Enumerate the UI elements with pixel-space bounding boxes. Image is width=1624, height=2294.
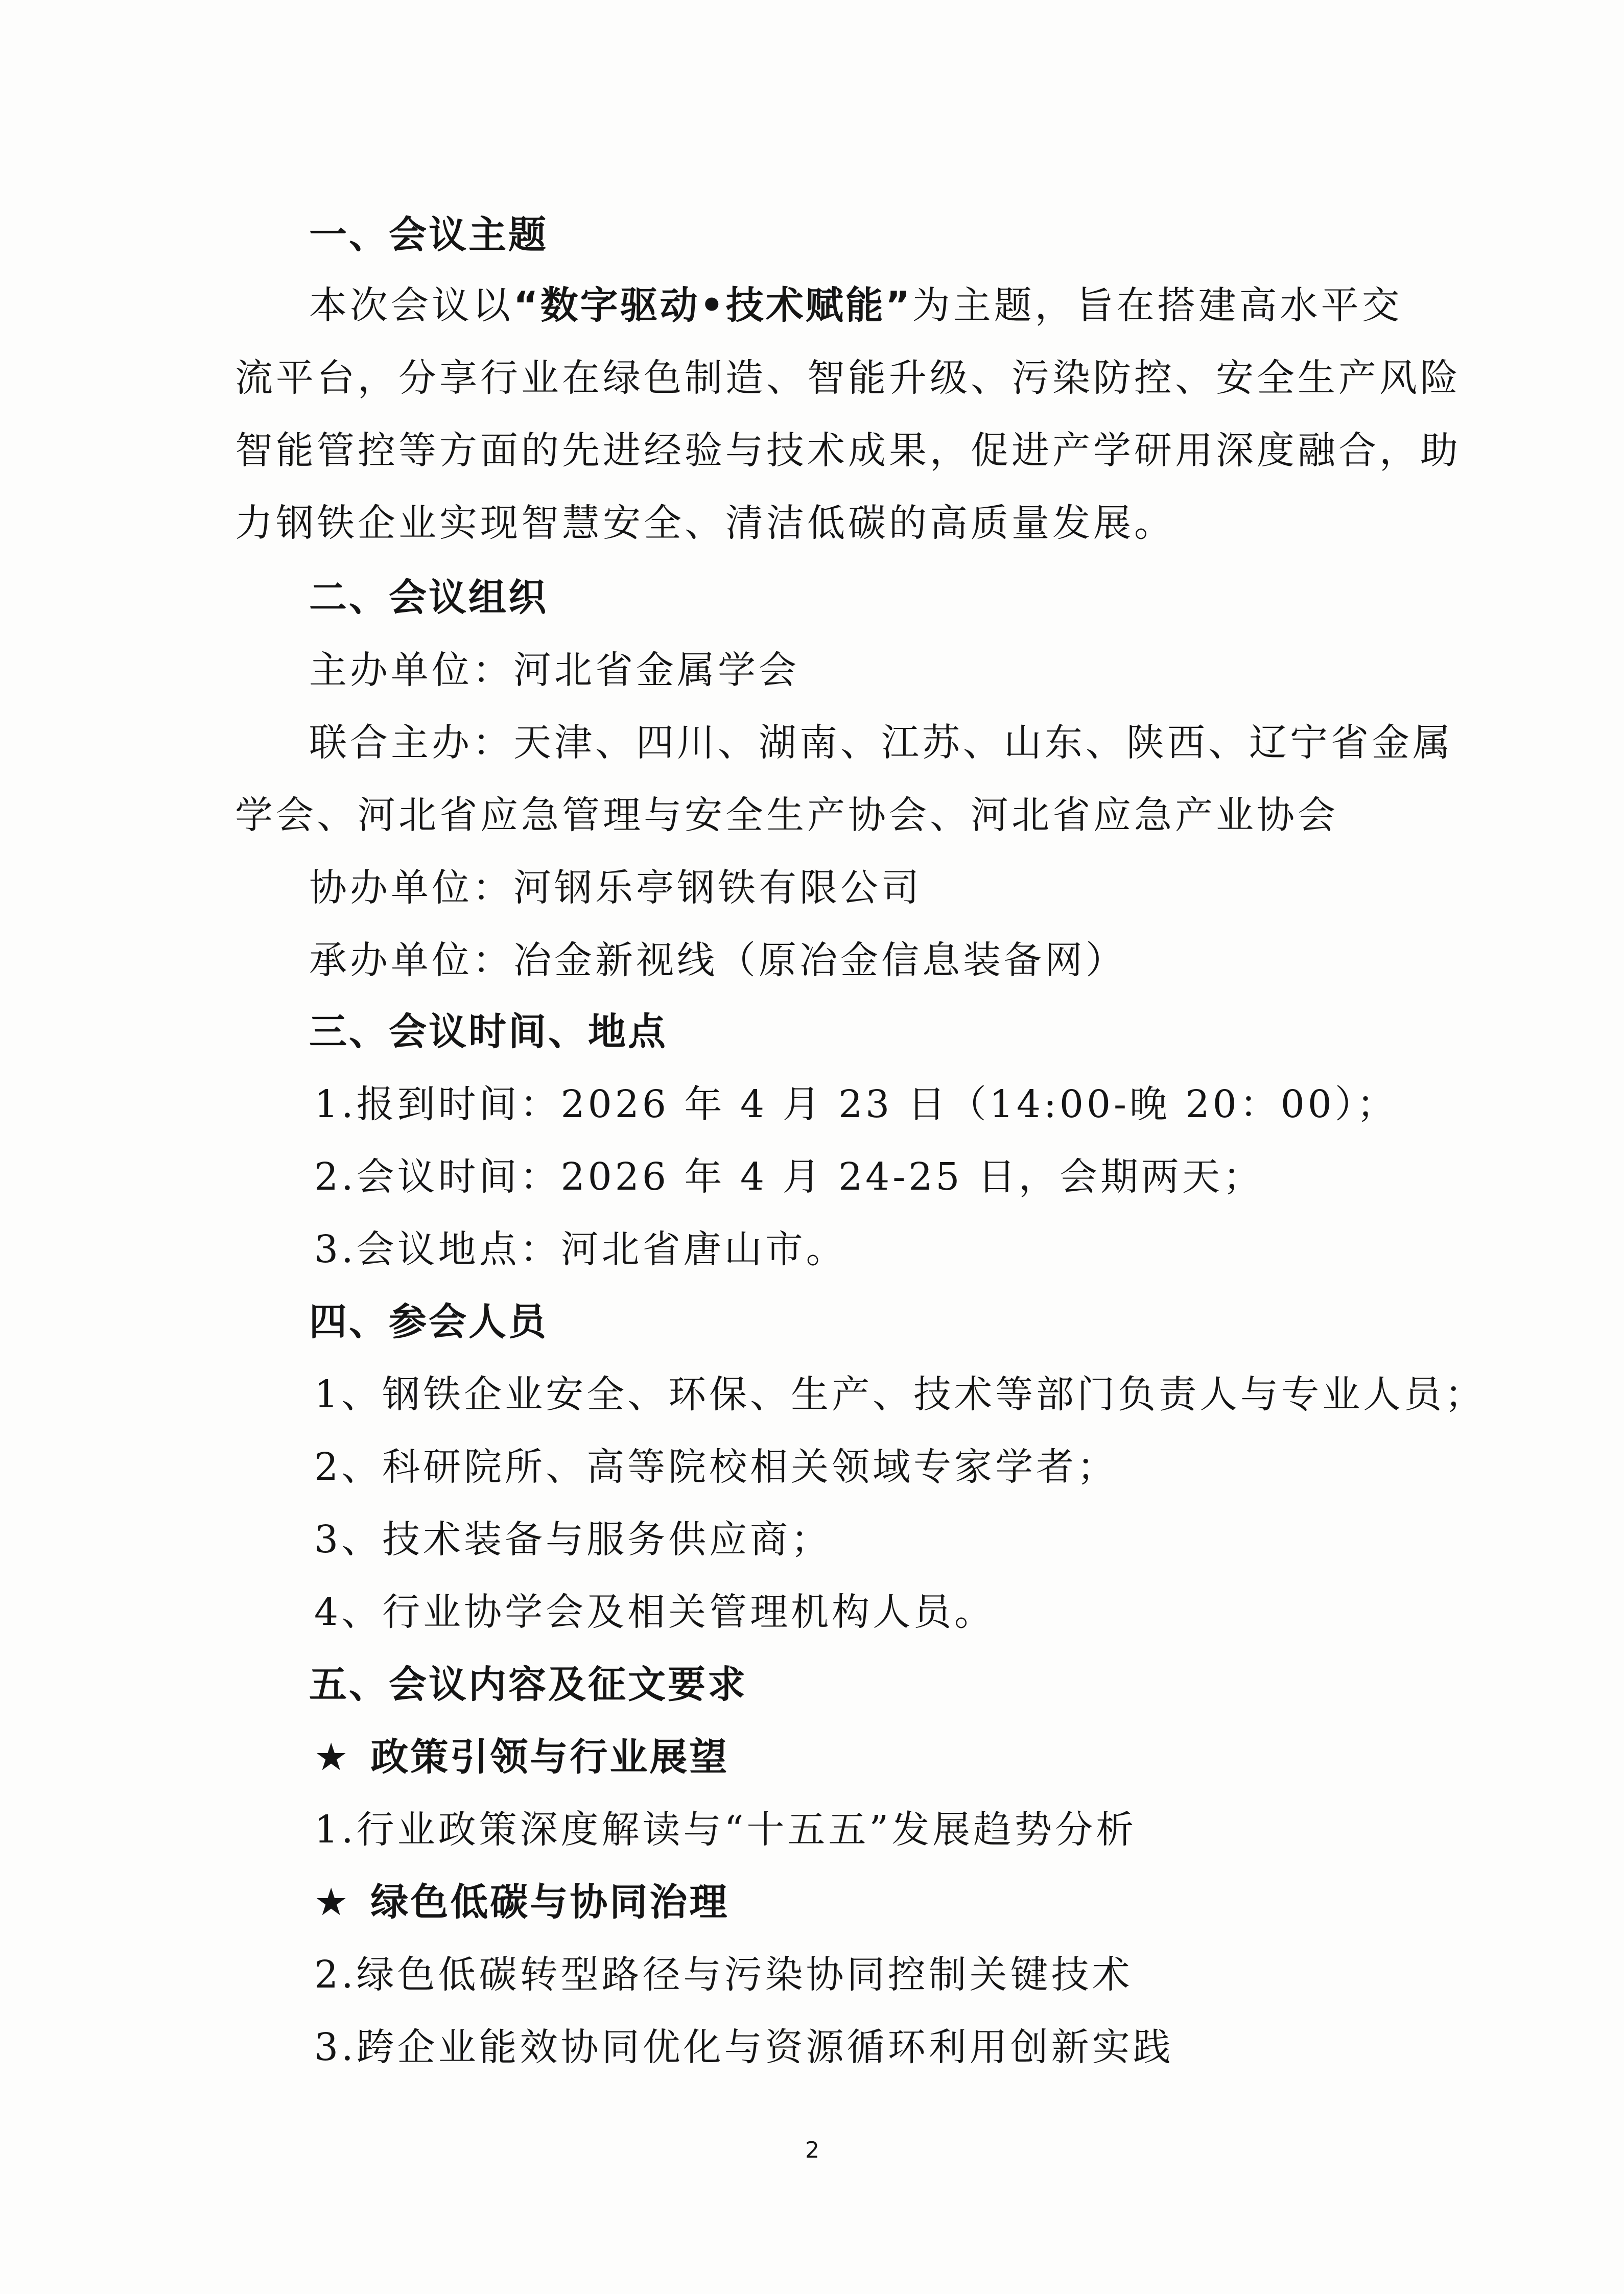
paragraph-theme-line-4: 力钢铁企业实现智慧安全、清洁低碳的高质量发展。	[235, 501, 1175, 545]
star-icon: ★	[314, 1880, 350, 1924]
assist-unit: 协办单位：河钢乐亭钢铁有限公司	[309, 866, 922, 910]
topic-item-1: 1.行业政策深度解读与“十五五”发展趋势分析	[314, 1808, 1137, 1852]
participant-item-4: 4、行业协学会及相关管理机构人员。	[314, 1590, 996, 1634]
participant-item-2: 2、科研院所、高等院校相关领域专家学者；	[314, 1445, 1118, 1489]
paragraph-theme-line-2: 流平台，分享行业在绿色制造、智能升级、污染防控、安全生产风险	[235, 356, 1461, 400]
section-heading-theme: 一、会议主题	[309, 213, 548, 257]
section-heading-content: 五、会议内容及征文要求	[309, 1663, 747, 1707]
paragraph-text: 为主题，旨在搭建高水平交	[912, 283, 1403, 327]
topic-heading-green	[314, 1877, 729, 1928]
time-item-location: 3.会议地点：河北省唐山市。	[314, 1227, 847, 1271]
section-heading-time-place: 三、会议时间、地点	[309, 1010, 668, 1054]
page-number: 2	[805, 2137, 819, 2163]
section-heading-participants: 四、参会人员	[309, 1300, 548, 1344]
conference-slogan: “数字驱动•技术赋能”	[513, 283, 912, 327]
topic-title: 绿色低碳与协同治理	[370, 1880, 729, 1924]
time-item-registration: 1.报到时间：2026 年 4 月 23 日（14:00-晚 20：00）；	[314, 1082, 1398, 1126]
paragraph-theme-line-3: 智能管控等方面的先进经验与技术成果，促进产学研用深度融合，助	[235, 429, 1461, 472]
host-unit: 主办单位：河北省金属学会	[309, 648, 799, 692]
participant-item-1: 1、钢铁企业安全、环保、生产、技术等部门负责人与专业人员；	[314, 1373, 1486, 1416]
star-icon: ★	[314, 1735, 350, 1779]
section-heading-organization: 二、会议组织	[309, 576, 548, 620]
paragraph-theme-line-1	[309, 280, 1403, 331]
cohost-line-1: 联合主办：天津、四川、湖南、江苏、山东、陕西、辽宁省金属	[309, 721, 1453, 765]
topic-item-3: 3.跨企业能效协同优化与资源循环利用创新实践	[314, 2025, 1174, 2069]
organizer-unit: 承办单位：冶金新视线（原冶金信息装备网）	[309, 938, 1126, 982]
topic-heading-policy	[314, 1732, 729, 1783]
time-item-meeting: 2.会议时间：2026 年 4 月 24-25 日，会期两天；	[314, 1155, 1264, 1199]
topic-title: 政策引领与行业展望	[370, 1735, 729, 1779]
cohost-line-2: 学会、河北省应急管理与安全生产协会、河北省应急产业协会	[235, 793, 1338, 837]
paragraph-text: 本次会议以	[309, 283, 513, 327]
participant-item-3: 3、技术装备与服务供应商；	[314, 1518, 832, 1562]
topic-item-2: 2.绿色低碳转型路径与污染协同控制关键技术	[314, 1953, 1133, 1997]
